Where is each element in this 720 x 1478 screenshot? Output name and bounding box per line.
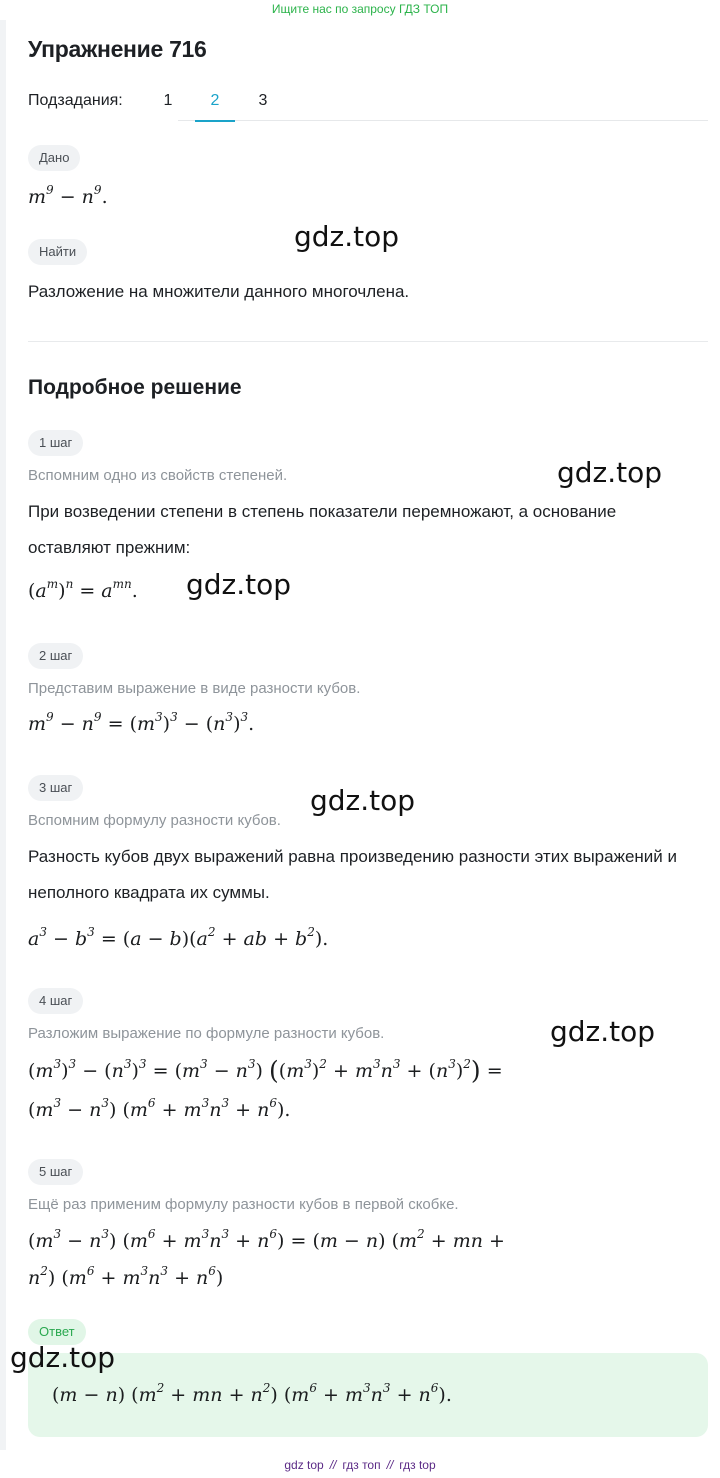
step-1-hint: Вспомним одно из свойств степеней. — [28, 467, 288, 484]
left-border — [0, 20, 6, 1450]
answer-box — [28, 1353, 708, 1437]
watermark: gdz.top — [550, 1015, 656, 1048]
step-4-badge: 4 шаг — [28, 988, 83, 1014]
subtasks-label: Подзадания: — [28, 92, 123, 109]
footer-link-2[interactable]: гдз топ — [342, 1458, 381, 1472]
step-3-text: Разность кубов двух выражений равна произведению разности этих выражений и неполного квадрата их суммы. — [28, 847, 678, 902]
find-badge: Найти — [28, 239, 87, 265]
given-badge: Дано — [28, 145, 80, 171]
solution-title: Подробное решение — [28, 376, 242, 399]
tab-subtask-2[interactable]: 2 — [195, 88, 235, 122]
page-title: Упражнение 716 — [28, 36, 207, 62]
subtasks-bar — [28, 88, 708, 122]
step-5-formula-line-2: $n^2$) $(m^6 + m^3n^3 + n^6)$ — [28, 1264, 224, 1289]
tab-subtask-3[interactable]: 3 — [258, 92, 268, 109]
step-4-hint: Разложим выражение по формуле разности кубов. — [28, 1025, 385, 1042]
watermark: gdz.top — [310, 784, 416, 817]
watermark: gdz.top — [186, 568, 292, 601]
section-divider — [28, 341, 708, 342]
step-2-formula: $m^9 - n^9 = (m^3)^3 - (n^3)^3$. — [28, 710, 255, 735]
step-3-formula: $a^3 - b^3 = (a - b)(a^2$ + ab + $b^2$). — [28, 925, 329, 950]
step-1-formula: $(a^m)^n = a^{mn}$. — [28, 577, 138, 602]
footer-separator: // — [386, 1458, 394, 1472]
footer-link-3[interactable]: гдз top — [399, 1458, 436, 1472]
step-1-text: При возведении степени в степень показатели перемножают, а основание оставляют прежним: — [28, 502, 617, 557]
step-4-formula-line-1: $(m^3)^3 - (n^3)^3 = (m^3 - n^3) ((m^3)^2 + m^3n^3 + (n^3)^2)$ = — [28, 1056, 503, 1085]
step-2-hint: Представим выражение в виде разности кубов. — [28, 680, 361, 697]
watermark: gdz.top — [10, 1341, 116, 1374]
step-3-hint: Вспомним формулу разности кубов. — [28, 812, 281, 829]
step-1-badge: 1 шаг — [28, 430, 83, 456]
footer-separator: // — [329, 1458, 337, 1472]
watermark: gdz.top — [557, 456, 663, 489]
given-expression: $m^9 - n^9$. — [28, 183, 108, 208]
footer-link-1[interactable]: gdz top — [284, 1458, 324, 1472]
watermark: gdz.top — [294, 220, 400, 253]
answer-formula: (m − n) ($m^2$ + mn + $n^2$) $(m^6 + m^3n^3 + n^6)$. — [52, 1381, 452, 1406]
step-4-formula-line-2: $(m^3 - n^3) (m^6 + m^3n^3 + n^6)$. — [28, 1096, 291, 1121]
step-5-hint: Ещё раз применим формулу разности кубов в первой скобке. — [28, 1196, 459, 1213]
find-text: Разложение на множители данного многочлена. — [28, 282, 410, 301]
step-5-formula-line-1: $(m^3 - n^3) (m^6 + m^3n^3 + n^6) = (m - n) (m^2$ + mn + — [28, 1227, 505, 1252]
step-2-badge: 2 шаг — [28, 643, 83, 669]
footer-links — [0, 1458, 720, 1472]
tab-subtask-1[interactable]: 1 — [163, 92, 173, 109]
answer-badge: Ответ — [28, 1319, 86, 1345]
step-5-badge: 5 шаг — [28, 1159, 83, 1185]
search-banner[interactable]: Ищите нас по запросу ГДЗ ТОП — [271, 2, 449, 16]
step-3-badge: 3 шаг — [28, 775, 83, 801]
